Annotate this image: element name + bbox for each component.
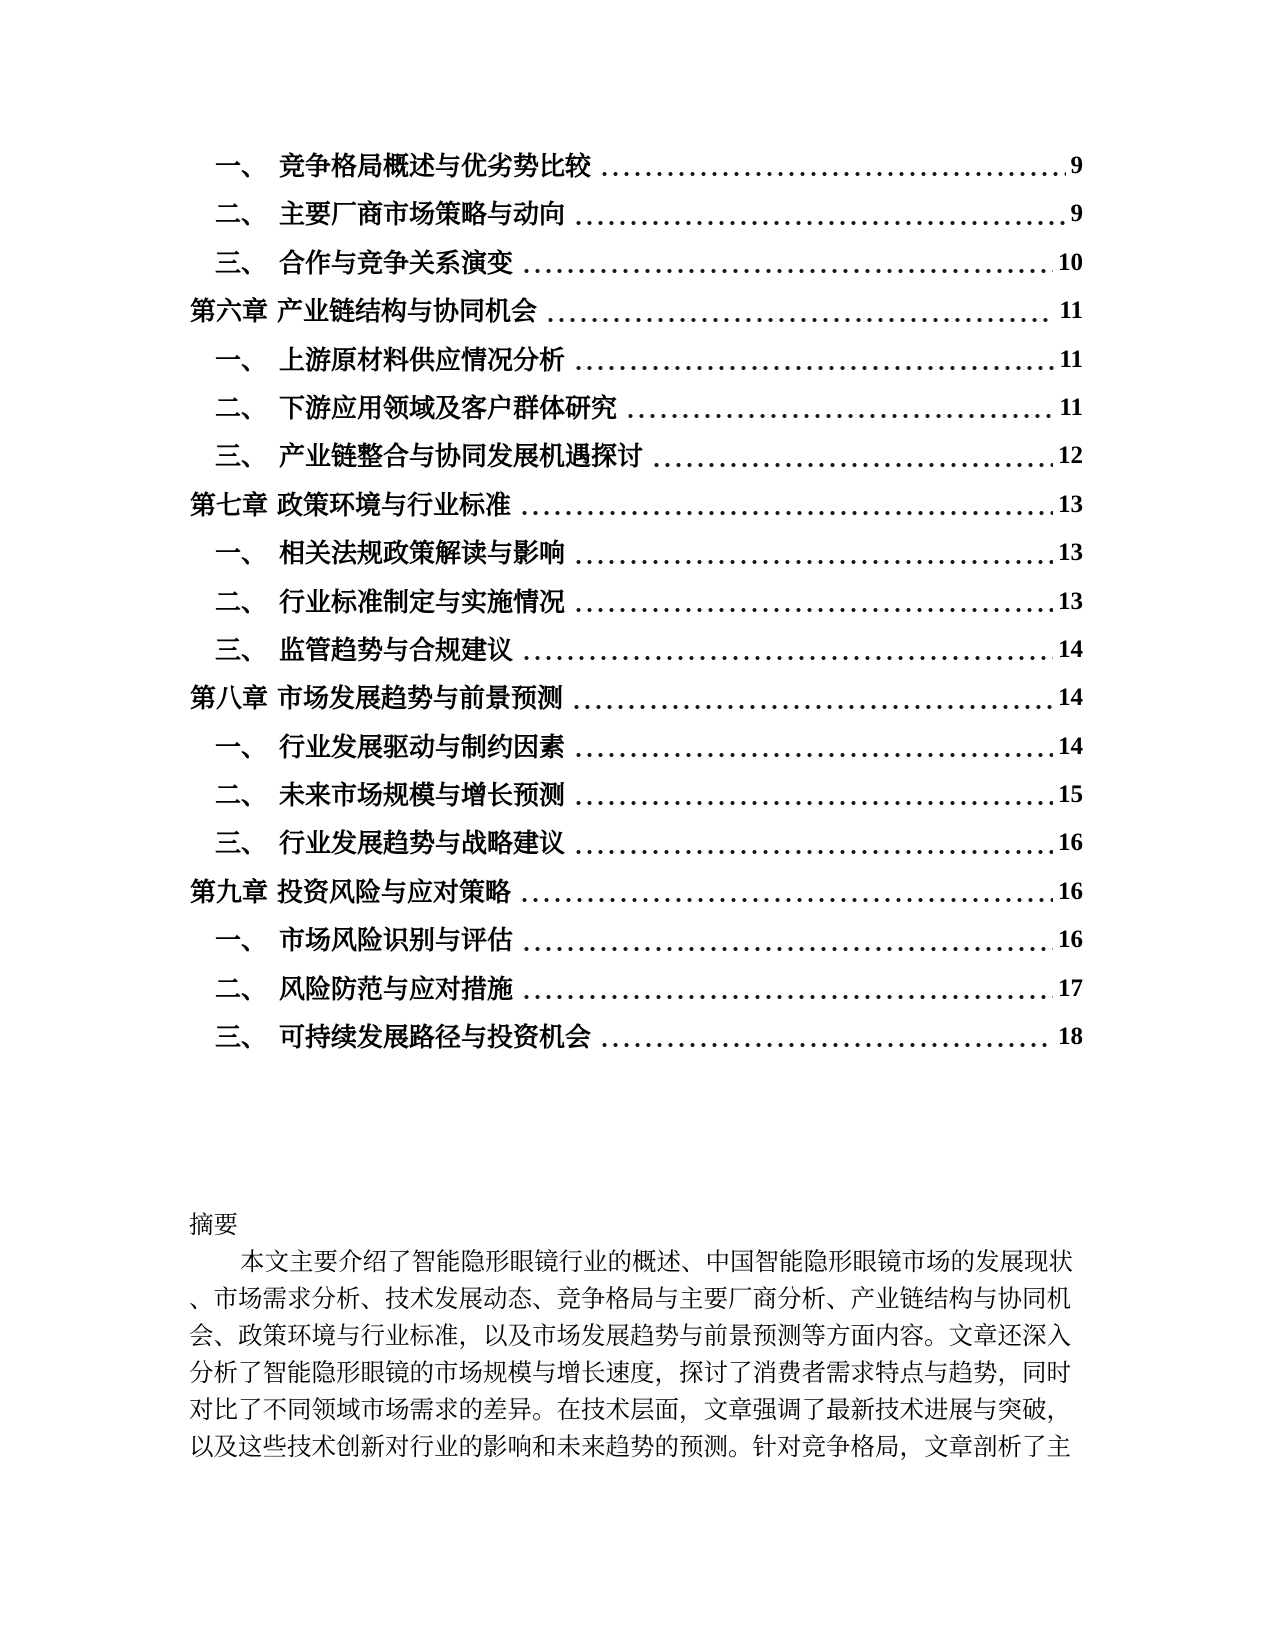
toc-entry-row	[190, 771, 1083, 819]
toc-entry-title: 行业发展趋势与战略建议	[279, 828, 566, 859]
toc-entry-row	[190, 384, 1083, 432]
toc-page-number: 16	[1058, 877, 1083, 905]
table-of-contents	[190, 142, 1083, 1061]
toc-entry-row	[190, 336, 1083, 384]
toc-chapter-number: 第九章	[190, 876, 269, 907]
toc-chapter-row	[190, 868, 1083, 916]
dot-leader	[543, 287, 1054, 335]
dot-leader	[517, 868, 1053, 916]
abstract-line: 以及这些技术创新对行业的影响和未来趋势的预测。针对竞争格局，文章剖析了主	[189, 1434, 1071, 1461]
dot-leader	[569, 674, 1053, 722]
toc-chapter-number: 第六章	[190, 296, 269, 327]
toc-entry-row	[190, 239, 1083, 287]
toc-entry-number: 一、	[215, 925, 268, 956]
toc-entry-title: 行业标准制定与实施情况	[279, 586, 566, 617]
toc-entry-number: 二、	[215, 392, 268, 423]
toc-entry-row	[190, 190, 1083, 238]
toc-chapter-number: 第八章	[190, 683, 269, 714]
toc-page-number: 14	[1058, 684, 1083, 712]
toc-entry-number: 一、	[215, 151, 268, 181]
toc-chapter-row	[190, 481, 1083, 529]
dot-leader	[571, 336, 1054, 384]
toc-entry-title: 合作与竞争关系演变	[279, 247, 514, 278]
toc-entry-title: 风险防范与应对措施	[279, 973, 514, 1004]
toc-entry-number: 二、	[215, 780, 268, 811]
toc-entry-title: 竞争格局概述与优劣势比较	[279, 151, 592, 181]
toc-entry-title: 可持续发展路径与投资机会	[279, 1022, 592, 1053]
toc-page-number: 17	[1058, 974, 1083, 1002]
dot-leader	[571, 578, 1053, 626]
toc-page-number: 14	[1058, 732, 1083, 760]
toc-entry-number: 二、	[215, 586, 268, 617]
toc-entry-title: 主要厂商市场策略与动向	[279, 199, 566, 230]
toc-entry-number: 三、	[215, 634, 268, 665]
toc-entry-number: 二、	[215, 973, 268, 1004]
toc-entry-number: 一、	[215, 731, 268, 762]
toc-page-number: 13	[1058, 587, 1083, 615]
toc-entry-title: 政策环境与行业标准	[277, 489, 512, 520]
toc-entry-row	[190, 1013, 1083, 1061]
abstract-line: 会、政策环境与行业标准，以及市场发展趋势与前景预测等方面内容。文章还深入	[189, 1323, 1071, 1350]
toc-page-number: 11	[1059, 297, 1083, 325]
toc-entry-number: 二、	[215, 199, 268, 230]
dot-leader	[623, 384, 1054, 432]
toc-entry-number: 三、	[215, 828, 268, 859]
dot-leader	[571, 529, 1053, 577]
abstract-heading: 摘要	[189, 1212, 238, 1239]
toc-entry-title: 上游原材料供应情况分析	[279, 344, 566, 375]
toc-entry-title: 未来市场规模与增长预测	[279, 780, 566, 811]
toc-page-number: 13	[1058, 490, 1083, 518]
abstract-line: 分析了智能隐形眼镜的市场规模与增长速度，探讨了消费者需求特点与趋势，同时	[189, 1360, 1071, 1387]
toc-entry-row	[190, 819, 1083, 867]
toc-page-number: 15	[1058, 781, 1083, 809]
toc-page-number: 9	[1070, 152, 1083, 179]
dot-leader	[597, 142, 1065, 190]
toc-page-number: 16	[1058, 926, 1083, 954]
toc-entry-number: 一、	[215, 538, 268, 569]
toc-page-number: 11	[1059, 393, 1083, 421]
toc-entry-title: 产业链结构与协同机会	[277, 296, 538, 327]
toc-entry-title: 行业发展驱动与制约因素	[279, 731, 566, 762]
toc-entry-number: 一、	[215, 344, 268, 375]
toc-entry-row	[190, 432, 1083, 480]
dot-leader	[517, 481, 1053, 529]
dot-leader	[571, 723, 1053, 771]
toc-entry-title: 产业链整合与协同发展机遇探讨	[279, 441, 644, 472]
toc-page-number: 16	[1058, 829, 1083, 857]
toc-chapter-number: 第七章	[190, 489, 269, 520]
toc-chapter-row	[190, 674, 1083, 722]
abstract-section	[189, 1207, 1091, 1466]
abstract-line: 本文主要介绍了智能隐形眼镜行业的概述、中国智能隐形眼镜市场的发展现状	[240, 1249, 1073, 1276]
dot-leader	[519, 626, 1053, 674]
dot-leader	[649, 432, 1053, 480]
toc-entry-number: 三、	[215, 1022, 268, 1053]
toc-entry-row	[190, 142, 1083, 190]
toc-entry-title: 相关法规政策解读与影响	[279, 538, 566, 569]
dot-leader	[519, 239, 1053, 287]
toc-entry-title: 市场发展趋势与前景预测	[277, 683, 564, 714]
toc-page-number: 11	[1059, 345, 1083, 373]
toc-entry-title: 市场风险识别与评估	[279, 925, 514, 956]
dot-leader	[597, 1013, 1053, 1061]
abstract-line: 对比了不同领域市场需求的差异。在技术层面，文章强调了最新技术进展与突破，	[189, 1397, 1071, 1424]
toc-entry-row	[190, 916, 1083, 964]
toc-entry-number: 三、	[215, 247, 268, 278]
toc-entry-title: 投资风险与应对策略	[277, 876, 512, 907]
toc-chapter-row	[190, 287, 1083, 335]
dot-leader	[571, 190, 1065, 238]
toc-page-number: 12	[1058, 442, 1083, 470]
toc-page-number: 13	[1058, 539, 1083, 567]
dot-leader	[571, 819, 1053, 867]
toc-entry-title: 监管趋势与合规建议	[279, 634, 514, 665]
dot-leader	[571, 771, 1053, 819]
toc-page-number: 9	[1070, 200, 1083, 228]
abstract-line: 、市场需求分析、技术发展动态、竞争格局与主要厂商分析、产业链结构与协同机	[189, 1286, 1071, 1313]
toc-entry-row	[190, 723, 1083, 771]
toc-entry-title: 下游应用领域及客户群体研究	[279, 392, 618, 423]
toc-entry-row	[190, 626, 1083, 674]
toc-entry-row	[190, 529, 1083, 577]
toc-page-number: 10	[1058, 248, 1083, 276]
toc-page-number: 14	[1058, 635, 1083, 663]
toc-entry-row	[190, 578, 1083, 626]
dot-leader	[519, 965, 1053, 1013]
toc-entry-number: 三、	[215, 441, 268, 472]
toc-page-number: 18	[1058, 1023, 1083, 1051]
toc-entry-row	[190, 965, 1083, 1013]
dot-leader	[519, 916, 1053, 964]
abstract-paragraph	[189, 1244, 1091, 1466]
